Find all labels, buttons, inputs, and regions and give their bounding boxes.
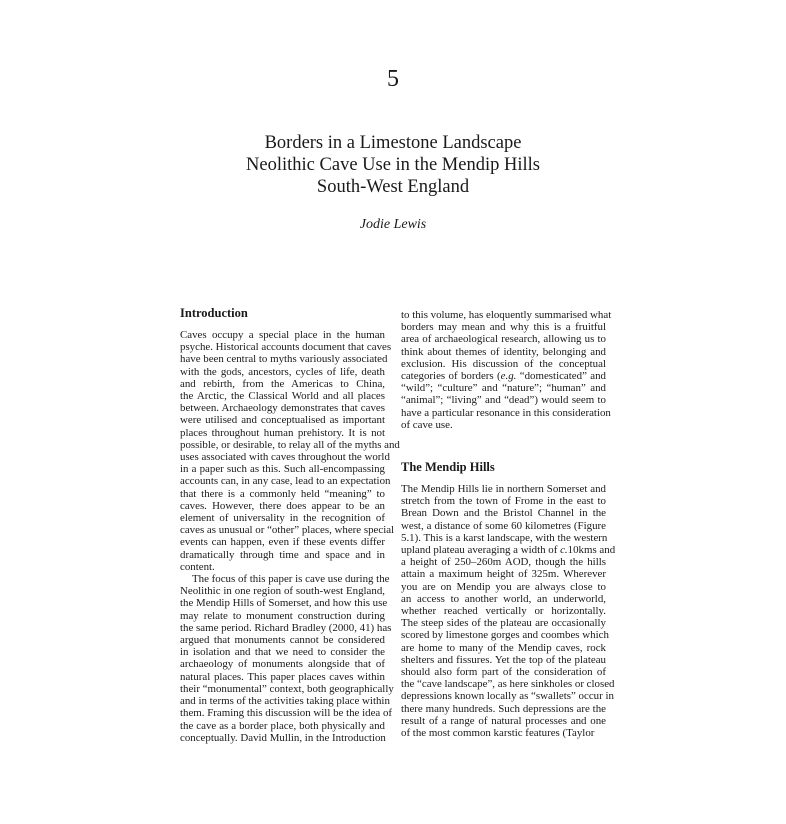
text-line: whether reached vertically or horizontally. — [401, 605, 606, 618]
text-line: and rebirth, from the Americas to China, — [180, 377, 385, 390]
text-line: the Arctic, the Classical World and all places — [180, 390, 385, 403]
text-line: content. — [180, 560, 215, 573]
text-line: area of archaeological research, allowing us to — [401, 333, 606, 346]
title-line-2: Neolithic Cave Use in the Mendip Hills — [246, 155, 540, 175]
text-line: the Mendip Hills of Somerset, and how this use — [180, 597, 388, 610]
text-line: of the most common karstic features (Taylor — [401, 727, 595, 740]
intro-paragraph-1 — [180, 329, 400, 573]
text-line: “animal”; “living” and “dead”) would seem to — [401, 394, 606, 407]
text-line: The steep sides of the plateau are occasionally — [401, 617, 606, 630]
text-line: borders may mean and why this is a fruitful — [401, 321, 606, 334]
intro-paragraph-continued — [401, 309, 612, 431]
text-line: them. Framing this discussion will be the idea of — [180, 707, 393, 720]
text-line: depressions known locally as “swallets” occur in — [401, 690, 614, 703]
text-line: think about themes of identity, belonging and — [401, 345, 606, 358]
text-line: west, a distance of some 60 kilometres (Figure — [401, 519, 606, 532]
mendip-paragraph-1 — [401, 483, 616, 740]
text-line: archaeology of monuments alongside that of — [180, 658, 385, 671]
text-line: should also form part of the consideration of — [401, 666, 606, 679]
text-line: psyche. Historical accounts document that caves — [180, 341, 392, 354]
text-line: have been central to myths variously associated — [180, 353, 388, 366]
text-line: The Mendip Hills lie in northern Somerset and — [401, 483, 606, 496]
text-line: are home to many of the Mendip caves, rock — [401, 641, 606, 654]
text-line: The focus of this paper is cave use during the — [192, 573, 390, 586]
author-name: Jodie Lewis — [359, 217, 427, 232]
text-line: exclusion. His discussion of the conceptual — [401, 357, 606, 370]
text-line: natural places. This paper places caves within — [180, 670, 385, 683]
text-line: an access to another world, an underworld, — [401, 592, 606, 605]
text-line: to this volume, has eloquently summarised what — [401, 309, 612, 321]
text-line: in a paper such as this. Such all-encompassing — [180, 463, 385, 476]
intro-paragraph-2 — [180, 573, 394, 744]
text-line: the “cave landscape”, as here sinkholes or closed — [401, 678, 615, 691]
text-line: there many hundreds. Such depressions are the — [401, 702, 606, 715]
text-line: uses associated with caves throughout the world — [180, 451, 390, 464]
text-line: between. Archaeology demonstrates that caves — [180, 402, 385, 415]
text-line: accounts can, in any case, lead to an expectation — [180, 475, 391, 488]
text-line: the same period. Richard Bradley (2000, 41) has — [180, 621, 392, 634]
right-column — [401, 309, 616, 740]
text-line: Brean Down and the Bristol Channel in the — [401, 507, 606, 520]
text-line: element of universality in the recognition of — [180, 512, 385, 525]
text-line: you are on Mendip you are always close to — [401, 580, 606, 593]
text-line: Neolithic in one region of south-west England, — [180, 585, 385, 598]
text-line: 5.1). This is a karst landscape, with the western — [401, 531, 608, 544]
text-line: scored by limestone gorges and coombes which — [401, 629, 609, 642]
text-line: may relate to monument construction during — [180, 609, 385, 622]
text-line: with the gods, ancestors, cycles of life, death — [180, 365, 385, 378]
chapter-number: 5 — [387, 66, 399, 92]
text-line: their “monumental” context, both geographically — [180, 682, 394, 695]
text-line: upland plateau averaging a width of c.10kms and — [401, 544, 616, 557]
title-line-1: Borders in a Limestone Landscape — [264, 133, 522, 153]
text-line: possible, or desirable, to relay all of the myths and — [180, 438, 400, 451]
text-line: events can happen, even if these events differ — [180, 536, 385, 549]
text-line: were utilised and conceptualised as important — [180, 414, 385, 427]
text-line: and in terms of the activities taking place within — [180, 695, 390, 708]
text-line: a height of 250–260m AOD, though the hills — [401, 556, 606, 569]
title-line-3: South-West England — [316, 177, 470, 197]
text-line: stretch from the town of Frome in the east to — [401, 495, 606, 508]
text-line: the cave as a border place, both physically and — [180, 719, 385, 732]
text-line: have a particular resonance in this consideration — [401, 406, 611, 419]
text-line: shelters and fissures. Yet the top of the plateau — [401, 653, 606, 666]
text-line: that there is a commonly held “meaning” to — [180, 487, 385, 500]
introduction-heading: Introduction — [180, 306, 248, 320]
text-line: “wild”; “culture” and “nature”; “human” and — [401, 382, 606, 395]
chapter-title — [0, 132, 786, 198]
text-line: result of a range of natural processes and one — [401, 714, 606, 727]
left-column — [180, 306, 400, 744]
text-line: caves as unusual or “other” places, where special — [180, 524, 395, 537]
text-line: dramatically through time and space and in — [180, 548, 385, 561]
text-line: argued that monuments cannot be considered — [180, 634, 385, 647]
text-line: categories of borders (e.g. “domesticated” and — [401, 370, 607, 383]
mendip-hills-heading: The Mendip Hills — [401, 460, 495, 475]
text-line: places throughout human prehistory. It is not — [180, 426, 385, 439]
text-line: Caves occupy a special place in the human — [180, 329, 385, 341]
text-line: caves. However, there does appear to be an — [180, 499, 385, 512]
text-line: attain a maximum height of 325m. Wherever — [401, 568, 606, 581]
text-line: of cave use. — [401, 418, 453, 431]
text-line: in isolation and that we need to consider the — [180, 646, 385, 659]
text-line: conceptually. David Mullin, in the Introduction — [180, 731, 386, 744]
